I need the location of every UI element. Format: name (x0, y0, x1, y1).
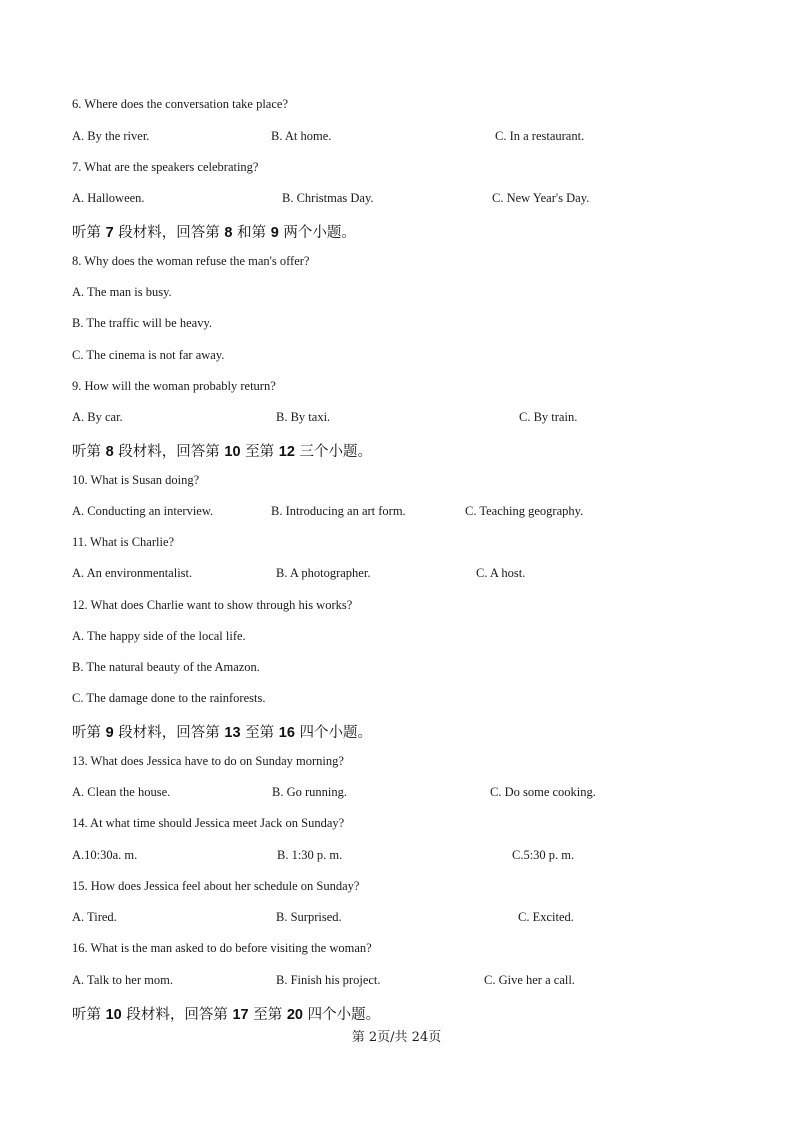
answer-option: A.10:30a. m. (72, 848, 138, 862)
answer-option: B. A photographer. (276, 566, 371, 580)
question-stem: 14. At what time should Jessica meet Jack on Sunday? (72, 816, 345, 830)
answer-option: B. 1:30 p. m. (277, 848, 343, 862)
question-stem: 7. What are the speakers celebrating? (72, 160, 259, 174)
page-footer: 第 2页/共 24页 (351, 1030, 442, 1045)
question-stem: 13. What does Jessica have to do on Sunday morning? (72, 754, 344, 768)
answer-option: A. The man is busy. (72, 285, 172, 299)
answer-option: C. A host. (476, 566, 526, 580)
question-stem: 12. What does Charlie want to show through his works? (72, 598, 353, 612)
question-stem: 8. Why does the woman refuse the man's offer? (72, 254, 310, 268)
answer-option: A. Tired. (72, 910, 117, 924)
answer-option: A. The happy side of the local life. (72, 629, 246, 643)
answer-option: B. Go running. (272, 785, 347, 799)
answer-option: B. Surprised. (276, 910, 342, 924)
answer-option: B. The traffic will be heavy. (72, 316, 213, 330)
section-instruction: 听第 7 段材料，回答第 8 和第 9 两个小题。 (72, 225, 356, 241)
section-instruction: 听第 9 段材料，回答第 13 至第 16 四个小题。 (72, 725, 373, 741)
section-instruction: 听第 8 段材料，回答第 10 至第 12 三个小题。 (72, 444, 373, 460)
answer-option: C. Give her a call. (484, 973, 575, 987)
answer-option: B. Christmas Day. (282, 191, 374, 205)
answer-option: C. Teaching geography. (465, 504, 584, 518)
question-stem: 10. What is Susan doing? (72, 473, 200, 487)
answer-option: A. By car. (72, 410, 123, 424)
answer-option: C. The damage done to the rainforests. (72, 691, 266, 705)
question-stem: 6. Where does the conversation take place? (72, 97, 288, 111)
answer-option: A. Clean the house. (72, 785, 171, 799)
answer-option: C. Do some cooking. (490, 785, 596, 799)
answer-option: A. Conducting an interview. (72, 504, 214, 518)
answer-option: B. Introducing an art form. (271, 504, 406, 518)
answer-option: C.5:30 p. m. (512, 848, 575, 862)
question-stem: 15. How does Jessica feel about her schedule on Sunday? (72, 879, 360, 893)
answer-option: C. In a restaurant. (495, 129, 585, 143)
answer-option: C. By train. (519, 410, 578, 424)
answer-option: A. By the river. (72, 129, 150, 143)
question-stem: 11. What is Charlie? (72, 535, 175, 549)
answer-option: B. By taxi. (276, 410, 331, 424)
answer-option: A. Talk to her mom. (72, 973, 173, 987)
question-stem: 16. What is the man asked to do before visiting the woman? (72, 941, 372, 955)
answer-option: C. Excited. (518, 910, 574, 924)
question-stem: 9. How will the woman probably return? (72, 379, 276, 393)
answer-option: C. New Year's Day. (492, 191, 590, 205)
answer-option: A. Halloween. (72, 191, 145, 205)
section-instruction: 听第 10 段材料，回答第 17 至第 20 四个小题。 (72, 1007, 381, 1023)
answer-option: A. An environmentalist. (72, 566, 193, 580)
answer-option: B. Finish his project. (276, 973, 381, 987)
answer-option: B. At home. (271, 129, 332, 143)
answer-option: C. The cinema is not far away. (72, 348, 225, 362)
answer-option: B. The natural beauty of the Amazon. (72, 660, 260, 674)
